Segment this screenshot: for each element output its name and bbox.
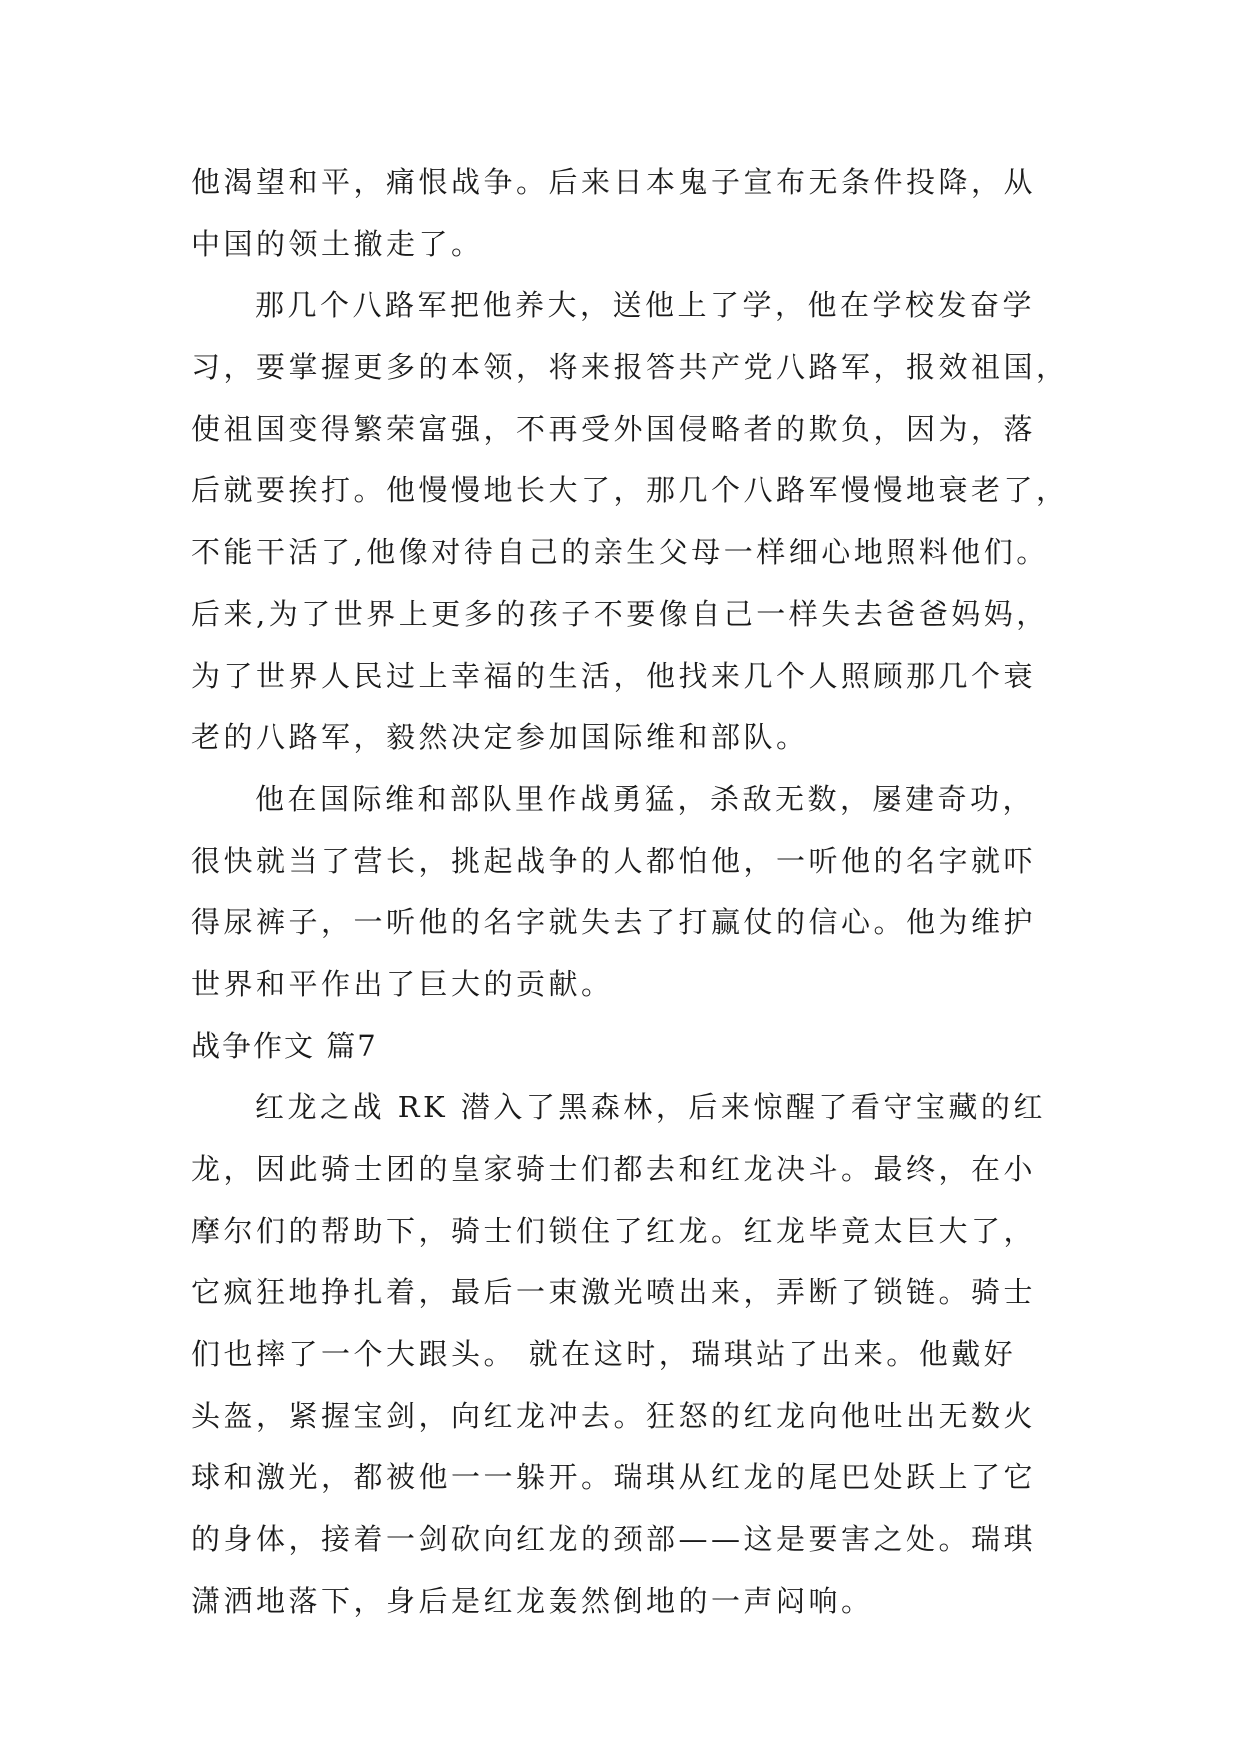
text-line: 后就要挨打。他慢慢地长大了，那几个八路军慢慢地衰老了， (191, 473, 1069, 508)
text-line: 球和激光，都被他一一躲开。瑞琪从红龙的尾巴处跃上了它 (191, 1460, 1037, 1495)
document-body (191, 152, 1069, 1633)
text-line: 摩尔们的帮助下，骑士们锁住了红龙。红龙毕竟太巨大了， (191, 1213, 1037, 1248)
text-line: 潇洒地落下，身后是红龙轰然倒地的一声闷响。 (191, 1583, 874, 1618)
text-line: 世界和平作出了巨大的贡献。 (191, 966, 614, 1001)
text-line: 老的八路军，毅然决定参加国际维和部队。 (191, 720, 809, 755)
text-line: 们也摔了一个大跟头。 就在这时，瑞琪站了出来。他戴好 (191, 1337, 1017, 1372)
text-line: 得尿裤子，一听他的名字就失去了打赢仗的信心。他为维护 (191, 905, 1037, 940)
text-line: 他渴望和平，痛恨战争。后来日本鬼子宣布无条件投降，从 (191, 165, 1037, 199)
text-line: 后来,为了世界上更多的孩子不要像自己一样失去爸爸妈妈， (191, 596, 1049, 631)
section-heading: 战争作文 篇7 (191, 1028, 378, 1063)
text-line: 红龙之战 RK 潜入了黑森林，后来惊醒了看守宝藏的红 (255, 1090, 1046, 1125)
text-line: 不能干活了,他像对待自己的亲生父母一样细心地照料他们。 (191, 535, 1049, 570)
text-line: 它疯狂地挣扎着，最后一束激光喷出来，弄断了锁链。骑士 (191, 1275, 1037, 1310)
text-line: 的身体，接着一剑砍向红龙的颈部——这是要害之处。瑞琪 (191, 1522, 1037, 1557)
text-line: 习，要掌握更多的本领，将来报答共产党八路军，报效祖国， (191, 350, 1069, 385)
text-line: 为了世界人民过上幸福的生活，他找来几个人照顾那几个衰 (191, 658, 1037, 693)
text-line: 龙，因此骑士团的皇家骑士们都去和红龙决斗。最终，在小 (191, 1152, 1037, 1186)
text-line: 使祖国变得繁荣富强，不再受外国侵略者的欺负，因为，落 (191, 411, 1037, 446)
text-line: 很快就当了营长，挑起战争的人都怕他，一听他的名字就吓 (191, 843, 1037, 878)
text-line: 中国的领土撤走了。 (191, 226, 484, 261)
text-line: 那几个八路军把他养大，送他上了学，他在学校发奋学 (255, 288, 1036, 323)
text-line: 他在国际维和部队里作战勇猛，杀敌无数，屡建奇功， (255, 781, 1036, 816)
text-line: 头盔，紧握宝剑，向红龙冲去。狂怒的红龙向他吐出无数火 (191, 1398, 1037, 1433)
